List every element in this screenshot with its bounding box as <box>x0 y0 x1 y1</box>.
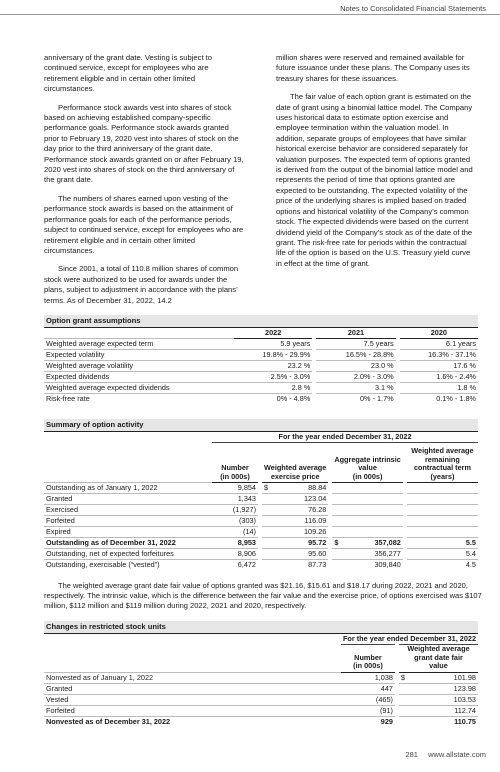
year-header: 2022 <box>234 328 314 339</box>
table-cell: 101.98 <box>407 672 478 683</box>
table-cell: 357,082 <box>340 538 404 549</box>
table-cell: 8,906 <box>212 549 260 560</box>
table-cell <box>405 527 478 538</box>
table-cell: 19.8% - 29.9% <box>234 350 314 361</box>
table-cell: 447 <box>341 683 397 694</box>
table-cell: 116.09 <box>270 516 330 527</box>
currency-symbol <box>330 516 340 527</box>
row-label: Weighted average volatility <box>44 361 234 372</box>
table-cell: 123.98 <box>407 683 478 694</box>
assumptions-table <box>44 328 478 404</box>
currency-symbol <box>330 527 340 538</box>
column-header: Weighted average grant date fair value <box>397 645 478 673</box>
row-label: Expired <box>44 527 212 538</box>
table-row <box>44 683 478 694</box>
currency-symbol <box>330 549 340 560</box>
table-cell: 1,038 <box>341 672 397 683</box>
table-cell <box>405 483 478 494</box>
table-row <box>44 705 478 716</box>
restricted-stock-table <box>44 634 478 727</box>
website-link[interactable]: www.allstate.com <box>428 750 486 759</box>
table-cell: 5.9 years <box>234 339 314 350</box>
table-row <box>44 560 478 571</box>
section-title: Changes in restricted stock units <box>44 621 478 634</box>
row-label: Granted <box>44 494 212 505</box>
table-cell: 309,840 <box>340 560 404 571</box>
currency-symbol <box>397 683 407 694</box>
currency-symbol <box>260 560 270 571</box>
column-header: Aggregate intrinsic value (in 000s) <box>330 447 405 483</box>
table-cell: 87.73 <box>270 560 330 571</box>
paragraph: The fair value of each option grant is estimated on the date of grant using a binomial lattice model. The Company uses historical data to estimate option exercise and employee termination within the valuation model. In addition, separate groups of employees that have similar historical exercise behavior are considered separately for valuation purposes. The expected term of options granted is derived from the output of the binomial lattice model and represents the period of time that options granted are expected to be outstanding. The expected volatility of the price of the underlying shares is implied based on traded options and historical volatility of the Company’s common stock. The expected dividends were based on the current dividend yield of the Company’s stock as of the date of the grant. The risk-free rate for periods within the contractual life of the option is based on the U.S. Treasury yield curve in effect at the time of grant. <box>276 92 473 268</box>
column-header: Weighted average exercise price <box>260 447 330 483</box>
currency-symbol <box>397 705 407 716</box>
table-cell <box>340 516 404 527</box>
option-value-note: The weighted average grant date fair value of options granted was $21.16, $15.61 and $18.17 during 2022, 2021 and 2020, respectively. The intrinsic value, which is the difference between the fair value and the exercise price, of options exercised was $107 million, $112 million and $119 million during 2022, 2021 and 2020, respectively. <box>44 581 482 611</box>
currency-symbol <box>260 538 270 549</box>
table-cell: 76.28 <box>270 505 330 516</box>
table-row <box>44 494 478 505</box>
table-cell: (465) <box>341 694 397 705</box>
table-cell: 123.04 <box>270 494 330 505</box>
row-label: Nonvested as of January 1, 2022 <box>44 672 341 683</box>
paragraph: Since 2001, a total of 110.8 million shares of common stock were authorized to be used for awards under the plans, subject to adjustment in accordance with the plans’ terms. As of December 31, 2022, 14.2 <box>44 264 239 305</box>
row-label: Outstanding as of December 31, 2022 <box>44 538 212 549</box>
table-cell <box>340 527 404 538</box>
table-cell <box>340 494 404 505</box>
currency-symbol <box>260 527 270 538</box>
restricted-stock-section <box>44 621 478 727</box>
currency-symbol <box>330 505 340 516</box>
paragraph: Performance stock awards vest into shares of stock based on achieving established company-specific performance goals. Performance stock awards granted prior to February 19, 2020 vest into shares of stock on the day prior to the third anniversary of the grant date. Performance stock awards granted on or after February 19, 2020 vest into shares of stock on the third anniversary of the grant date. <box>44 102 244 185</box>
row-label: Weighted average expected term <box>44 339 234 350</box>
row-label: Granted <box>44 683 341 694</box>
table-row <box>44 694 478 705</box>
table-cell: 2.8 % <box>234 383 314 394</box>
option-activity-section <box>44 419 478 570</box>
left-text-column <box>44 53 244 314</box>
currency-symbol <box>397 716 407 727</box>
row-label: Expected dividends <box>44 372 234 383</box>
table-row <box>44 549 478 560</box>
row-label: Weighted average expected dividends <box>44 383 234 394</box>
row-label: Expected volatility <box>44 350 234 361</box>
table-cell: 3.1 % <box>314 383 397 394</box>
table-cell <box>340 505 404 516</box>
table-row <box>44 538 478 549</box>
table-cell: 6.1 years <box>398 339 478 350</box>
option-grant-assumptions-section <box>44 315 478 404</box>
table-row <box>44 672 478 683</box>
table-row <box>44 527 478 538</box>
section-title: Summary of option activity <box>44 419 478 432</box>
table-cell: 110.75 <box>407 716 478 727</box>
row-label: Outstanding, exercisable (“vested”) <box>44 560 212 571</box>
header-divider <box>0 14 500 15</box>
table-cell: 2.0% - 3.0% <box>314 372 397 383</box>
table-cell: 23.0 % <box>314 361 397 372</box>
table-cell: 17.6 % <box>398 361 478 372</box>
table-cell: 1.8 % <box>398 383 478 394</box>
table-cell: 88.84 <box>270 483 330 494</box>
table-row <box>44 505 478 516</box>
row-label: Forfeited <box>44 705 341 716</box>
table-row <box>44 716 478 727</box>
page-number: 281 <box>405 750 418 759</box>
table-cell: (14) <box>212 527 260 538</box>
table-row <box>44 361 478 372</box>
row-label: Forfeited <box>44 516 212 527</box>
table-row <box>44 383 478 394</box>
currency-symbol <box>260 494 270 505</box>
row-label: Vested <box>44 694 341 705</box>
section-title: Option grant assumptions <box>44 315 478 328</box>
table-cell <box>405 516 478 527</box>
table-cell <box>405 505 478 516</box>
column-header: Weighted average remaining contractual term (years) <box>405 447 478 483</box>
table-cell: 356,277 <box>340 549 404 560</box>
table-cell: 5.4 <box>405 549 478 560</box>
table-row <box>44 339 478 350</box>
table-cell: 95.72 <box>270 538 330 549</box>
currency-symbol <box>260 549 270 560</box>
table-cell: 8,953 <box>212 538 260 549</box>
paragraph: The numbers of shares earned upon vesting of the performance stock awards is based on the attainment of performance goals for each of the performance periods, subject to continued service, except for employees who are retirement eligible and in certain other limited circumstances. <box>44 193 244 255</box>
year-header: 2020 <box>398 328 478 339</box>
paragraph: million shares were reserved and remained available for future issuance under these plans. The Company uses its treasury shares for these issuances. <box>276 53 470 83</box>
table-cell: 103.53 <box>407 694 478 705</box>
table-cell: 4.5 <box>405 560 478 571</box>
currency-symbol: $ <box>397 672 407 683</box>
table-row <box>44 394 478 405</box>
table-cell: 5.5 <box>405 538 478 549</box>
table-row <box>44 516 478 527</box>
paragraph: anniversary of the grant date. Vesting is subject to continued service, except for employees who are retirement eligible and in certain other limited circumstances. <box>44 53 213 94</box>
table-cell: (91) <box>341 705 397 716</box>
table-cell: 95.60 <box>270 549 330 560</box>
currency-symbol <box>330 483 340 494</box>
table-cell: 112.74 <box>407 705 478 716</box>
page-footer <box>397 750 486 759</box>
table-cell: 1,343 <box>212 494 260 505</box>
currency-symbol <box>260 516 270 527</box>
table-cell: 16.5% - 28.8% <box>314 350 397 361</box>
option-activity-table <box>44 432 478 570</box>
currency-symbol <box>330 560 340 571</box>
year-header: 2021 <box>314 328 397 339</box>
row-label: Outstanding as of January 1, 2022 <box>44 483 212 494</box>
table-cell: 6,472 <box>212 560 260 571</box>
currency-symbol <box>330 494 340 505</box>
period-header: For the year ended December 31, 2022 <box>212 432 478 443</box>
table-cell: 109.26 <box>270 527 330 538</box>
column-header: Number (in 000s) <box>212 447 260 483</box>
currency-symbol <box>260 505 270 516</box>
table-cell: (1,927) <box>212 505 260 516</box>
table-cell: 0% - 1.7% <box>314 394 397 405</box>
table-cell: 1.6% - 2.4% <box>398 372 478 383</box>
table-cell: (303) <box>212 516 260 527</box>
running-header: Notes to Consolidated Financial Statements <box>340 4 486 13</box>
column-header: Number (in 000s) <box>341 645 397 673</box>
table-cell: 0% - 4.8% <box>234 394 314 405</box>
table-cell: 2.5% - 3.0% <box>234 372 314 383</box>
table-cell: 7.5 years <box>314 339 397 350</box>
row-label: Risk-free rate <box>44 394 234 405</box>
table-cell <box>405 494 478 505</box>
table-row <box>44 483 478 494</box>
period-header: For the year ended December 31, 2022 <box>342 634 476 643</box>
row-label: Nonvested as of December 31, 2022 <box>44 716 341 727</box>
table-row <box>44 372 478 383</box>
table-cell: 9,854 <box>212 483 260 494</box>
table-row <box>44 350 478 361</box>
table-cell <box>340 483 404 494</box>
right-text-column <box>276 53 476 277</box>
table-cell: 23.2 % <box>234 361 314 372</box>
row-label: Outstanding, net of expected forfeitures <box>44 549 212 560</box>
table-cell: 929 <box>341 716 397 727</box>
table-cell: 0.1% - 1.8% <box>398 394 478 405</box>
row-label: Exercised <box>44 505 212 516</box>
table-cell: 16.3% - 37.1% <box>398 350 478 361</box>
currency-symbol: $ <box>330 538 340 549</box>
currency-symbol: $ <box>260 483 270 494</box>
currency-symbol <box>397 694 407 705</box>
